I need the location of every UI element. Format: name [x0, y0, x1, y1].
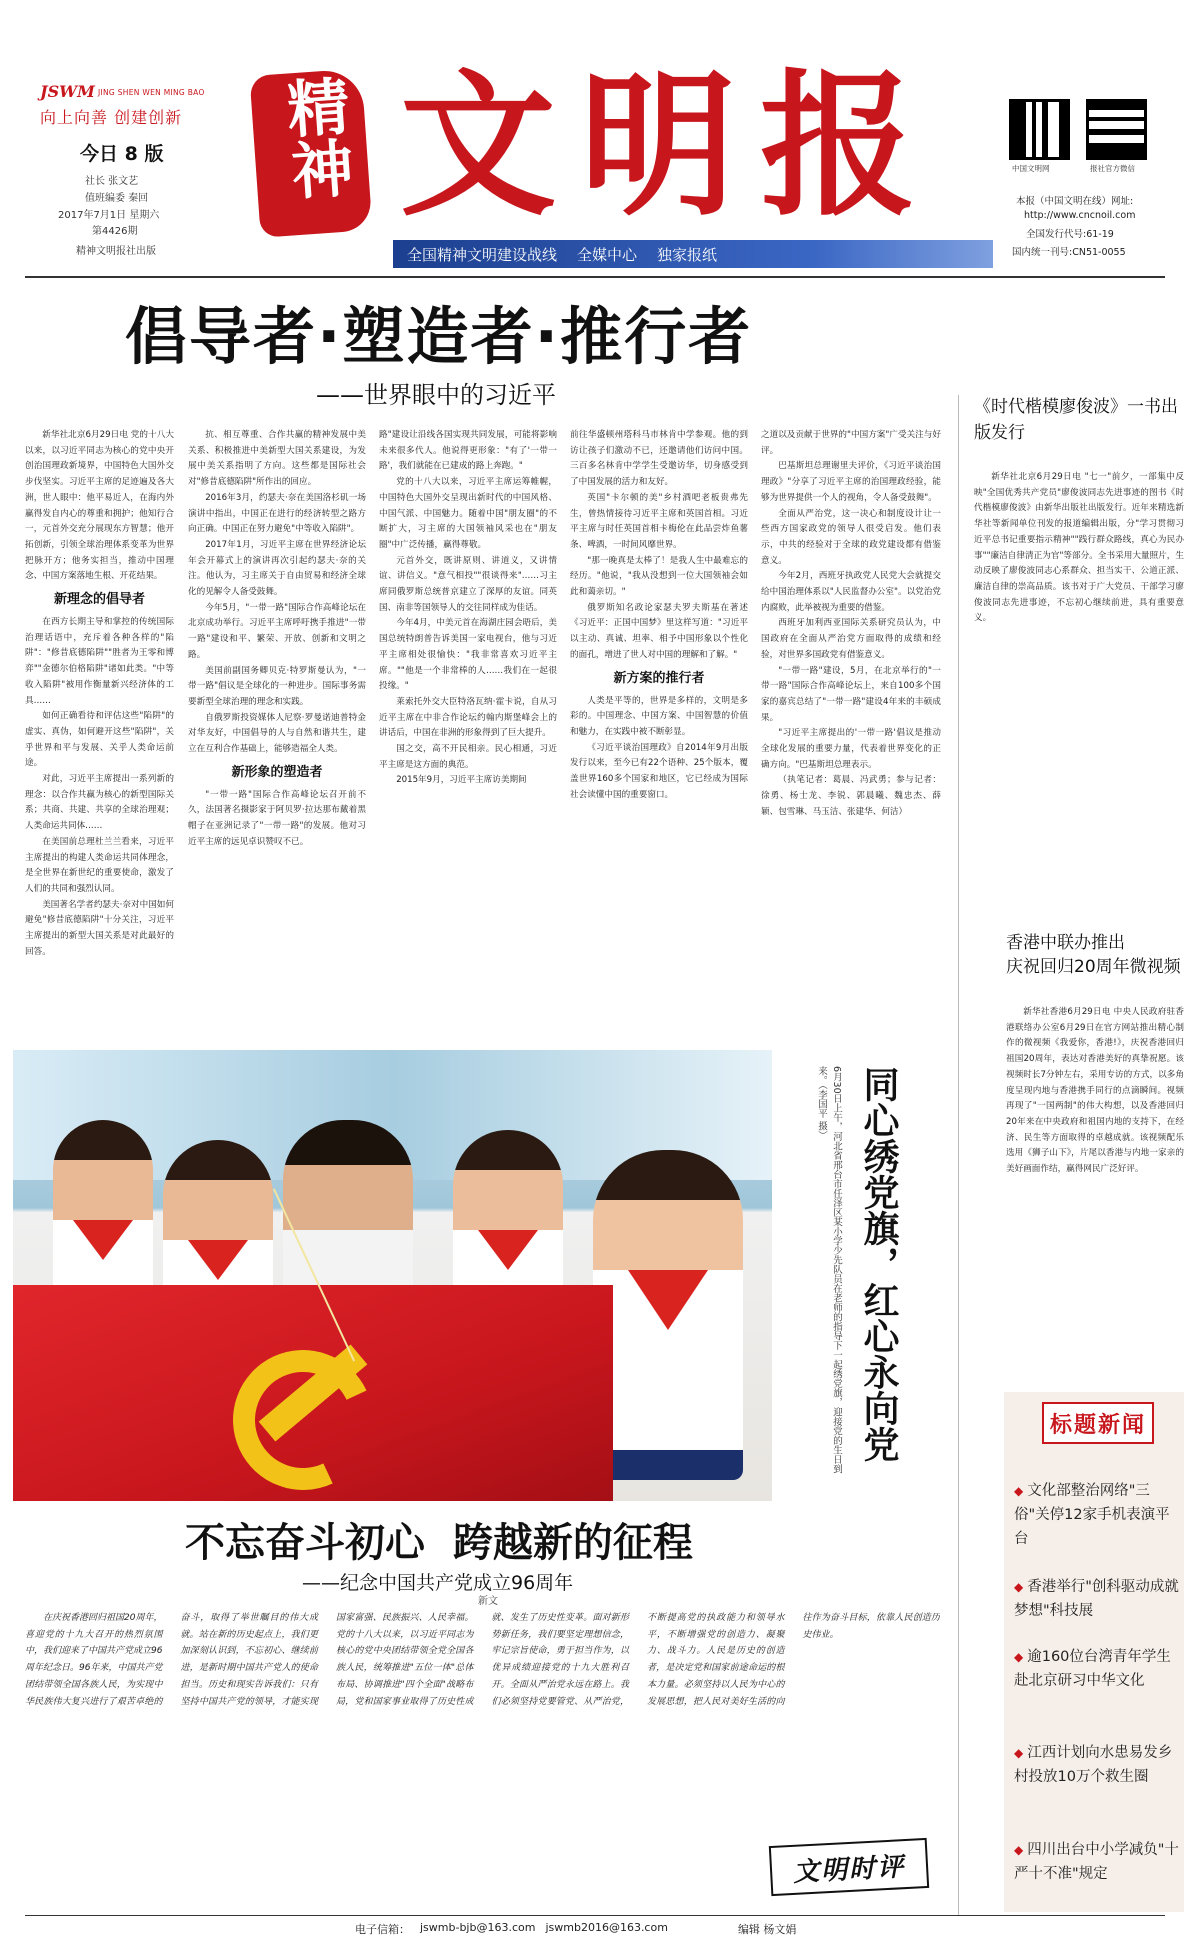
lead-paragraph: 之道以及贡献于世界的"中国方案"广受关注与好评。 [761, 430, 941, 456]
brief-text: 文化部整治网络"三俗"关停12家手机表演平台 [1014, 1483, 1170, 1547]
qr-caption-right: 报社官方微信 [1090, 164, 1135, 173]
diamond-icon: ◆ [1014, 1650, 1024, 1664]
seal-text: 精神 [274, 73, 357, 203]
brief-item[interactable] [1014, 1741, 1184, 1789]
publisher: 精神文明报社出版 [76, 246, 156, 257]
photo-title: 同心绣党旗，红心永向党 [858, 1066, 899, 1462]
brief-item[interactable] [1014, 1645, 1184, 1693]
site-url[interactable]: http://www.cncnoil.com [1024, 210, 1136, 221]
lead-col-3 [379, 428, 557, 1015]
diamond-icon: ◆ [1014, 1746, 1024, 1760]
lead-paragraph: "那一晚真是太棒了！是我人生中最难忘的经历。"他说，"我从没想到一位大国领袖会如此和蔼亲切。" [570, 555, 748, 598]
lead-paragraph: 巴基斯坦总理谢里夫评价，《习近平谈治国理政》"分享了习近平主席的治国理政经验，能够为世界提供一个人的视角，令人备受鼓舞"。 [761, 461, 941, 503]
brief-text: 逾160位台湾青年学生赴北京研习中华文化 [1014, 1649, 1171, 1689]
lead-paragraph: 路"建设让沿线各国实现共同发展，可能将影响未来很多代人。他说得更形象："有了'一带一路'，我们就能在已建成的路上奔跑。" [379, 430, 557, 472]
email-label: 电子信箱： [355, 1923, 410, 1936]
briefs-heading: 标题新闻 [1049, 1412, 1146, 1438]
briefs-heading-box [1042, 1402, 1154, 1444]
qr-code-left[interactable] [1009, 99, 1070, 160]
footer [355, 1921, 796, 1937]
column-divider [958, 395, 959, 1915]
brief-item[interactable] [1014, 1838, 1184, 1886]
lead-paragraph: 前往华盛顿州塔科马市林肯中学参观。他的到访让孩子们激动不已，还邀请他们访问中国。三百多名林肯中学学生受邀访华，切身感受到了中国发展的活力和友好。 [570, 430, 748, 488]
brief-item[interactable] [1014, 1479, 1184, 1551]
lead-paragraph: 今年2月，西班牙执政党人民党大会就提交给中国治理体系以"人民监督办公室"。以党治党内腐败，此举被视为重要的借鉴。 [761, 571, 941, 613]
postal-code: 全国发行代号:61-19 [1026, 229, 1114, 240]
sub-article-text: 在庆祝香港回归祖国20周年，喜迎党的十九大召开的热烈氛围中，我们迎来了中国共产党成立96周年纪念日。96年来，中国共产党团结带领全国各族人民，为实现中华民族伟大复兴进行了艰苦卓绝的奋斗，取得了举世瞩目的伟大成就。站在新的历史起点上，我们更加深刻认识到，不忘初心、继续前进，是新时期中国共产党人的使命担当。历史和现实告诉我们：只有坚持中国共产党的领导，才能实现国家富强、民族振兴、人民幸福。党的十八大以来，以习近平同志为核心的党中央团结带领全党全国各族人民，统筹推进"五位一体"总体布局、协调推进"四个全面"战略布局，党和国家事业取得了历史性成就、发生了历史性变革。面对新形势新任务，我们要坚定理想信念，牢记宗旨使命，勇于担当作为，以优异成绩迎接党的十九大胜利召开。全面从严治党永远在路上。我们必须坚持党要管党、从严治党，不断提高党的执政能力和领导水平，不断增强党的创造力、凝聚力、战斗力。人民是历史的创造者，是决定党和国家前途命运的根本力量。必须坚持以人民为中心的发展思想，把人民对美好生活的向往作为奋斗目标，依靠人民创造历史伟业。 [25, 1613, 940, 1707]
lead-paragraph: 在西方长期主导和掌控的传统国际治理话语中，充斥着各种各样的"陷阱"："修昔底德陷阱""胜者为王零和博弈""金德尔伯格陷阱"诸如此类。"中等收入陷阱"被用作衡量新兴经济体的工具…… [25, 617, 174, 706]
lead-paragraph: 在美国前总理杜兰兰看来，习近平主席提出的构建人类命运共同体理念，是全世界在新世纪的重要使命，激发了人们的共同和强烈认同。 [25, 836, 174, 894]
lead-paragraph: 自俄罗斯投资媒体人尼察·罗曼诺迪普特金对华友好，中国倡导的人与自然和谐共生，建立在互利合作基础上，能够造福全人类。 [188, 712, 366, 755]
book-headline: 《时代楷模廖俊波》一书出版发行 [974, 397, 1178, 443]
brief-item[interactable] [1014, 1575, 1184, 1623]
issue-date: 2017年7月1日 星期六 [58, 210, 160, 221]
editorial-seal [769, 1838, 929, 1896]
lead-col-1 [25, 428, 174, 1015]
diamond-icon: ◆ [1014, 1484, 1024, 1498]
sub-article-byline: 新文 [478, 1596, 498, 1607]
lead-paragraph: （执笔记者：葛晨、冯武勇；参与记者：徐勇、杨士龙、李锐、郭晨曦、魏忠杰、薛颖、包雪琳、马玉洁、张建华、何洁） [761, 775, 941, 817]
lead-paragraph: "习近平主席提出的'一带一路'倡议是推动全球化发展的重要力量，代表着世界变化的正确方向。"巴基斯坦总理表示。 [761, 728, 941, 770]
section-heading: 新形象的塑造者 [231, 764, 323, 780]
book-text: 新华社北京6月29日电 "七一"前夕，一部集中反映"全国优秀共产党员"廖俊波同志先进事迹的图书《时代楷模廖俊波》由新华出版社出版发行。近年来精选新华社等新闻单位刊发的报道编辑出版，分"学习贯彻习近平总书记重要指示精神""践行群众路线，真心为民办事""廉洁自律清正为官"等部分。全书采用大量照片，生动反映了廖俊波同志心系群众、担当实干、公道正派、廉洁自律的崇高品质。该书对于广大党员、干部学习廖俊波同志先进事迹，不忘初心继续前进，具有重要意义。 [974, 472, 1184, 624]
lead-paragraph: 全面从严治党，这一决心和制度设计让一些西方国家政党的领导人很受启发。他们表示，中共的经验对于全球的政党建设都有借鉴意义。 [761, 508, 941, 566]
footer-rule [25, 1915, 1165, 1916]
masthead [0, 0, 1191, 262]
brief-text: 江西计划向水患易发乡村投放10万个救生圈 [1014, 1745, 1173, 1785]
duty-editor: 值班编委 秦回 [85, 193, 149, 204]
lead-paragraph: 英国"卡尔顿的美"乡村酒吧老板贵弗先生，曾热情接待习近平主席和英国首相。习近平主席与时任英国首相卡梅伦在此品尝炸鱼薯条、啤酒，一时间风靡世界。 [570, 492, 748, 550]
lead-paragraph: 2016年3月，约瑟夫·奈在美国洛杉矶一场演讲中指出，中国正在进行的经济转型之路方向正确。中国正在努力避免"中等收入陷阱"。 [188, 492, 366, 535]
sub-article-headline: 不忘奋斗初心 跨越新的征程 [185, 1520, 693, 1566]
lead-col-5 [761, 428, 941, 1015]
banner-item: 全媒中心 [577, 245, 638, 264]
masthead-title: 文明报 [400, 54, 940, 237]
logo-pinyin: JING SHEN WEN MING BAO [98, 88, 205, 97]
masthead-seal [249, 68, 372, 237]
banner-item: 全国精神文明建设战线 [407, 245, 558, 264]
lead-paragraph: 国之交，高不开民相亲。民心相通，习近平主席是这方面的典范。 [379, 744, 557, 770]
qr-caption-left: 中国文明网 [1012, 164, 1050, 173]
banner-item: 独家报纸 [657, 245, 718, 264]
issue-number: 第4426期 [92, 226, 138, 237]
email-link[interactable]: jswmb-bjb@163.com [420, 1921, 536, 1934]
lead-paragraph: 《习近平谈治国理政》自2014年9月出版发行以来，至今已有22个语种、25个版本，覆盖世界160多个国家和地区，它已经成为国际社会读懂中国的重要窗口。 [570, 742, 748, 800]
cn-code: 国内统一刊号:CN51-0055 [1012, 247, 1126, 258]
lead-paragraph: 莱索托外交大臣特洛瓦纳·霍卡说，自从习近平主席在中非合作论坛约翰内斯堡峰会上的讲话后，中国在非洲的形象得到了巨大提升。 [379, 696, 557, 739]
lead-paragraph: 美国著名学者约瑟夫·奈对中国如何避免"修昔底德陷阱"十分关注，习近平主席提出的新型大国关系是对此最好的回答。 [25, 899, 174, 957]
lead-paragraph: 新华社北京6月29日电 党的十八大以来，以习近平同志为核心的党中央开创治国理政新境界，中国特色大国外交步伐坚实。习近平主席的足迹遍及各大洲，世人眼中：他平易近人，在海内外赢得发自内心的尊重和拥护；他知行合一，元首外交充分展现东方智慧；他开拓创新，引领全球治理体系变革为世界把脉开方；他务实担当，推动中国理念、中国方案落地生根、开花结果。 [25, 430, 174, 582]
lead-col-2 [188, 428, 366, 1015]
section-heading: 新方案的推行者 [613, 670, 705, 686]
president: 社长 张文艺 [85, 176, 139, 187]
lead-paragraph: "一带一路"国际合作高峰论坛召开前不久，法国著名摄影家于阿贝罗·拉达那布戴着黑帽子在亚洲记录了"一带一路"的发展。他对习近平主席的远见卓识赞叹不已。 [188, 789, 366, 847]
diamond-icon: ◆ [1014, 1580, 1024, 1594]
brief-text: 香港举行"创科驱动成就梦想"科技展 [1014, 1579, 1179, 1619]
site-label: 本报（中国文明在线）网址: [1016, 196, 1134, 207]
hk-headline-2: 庆祝回归20周年微视频 [1006, 957, 1181, 977]
today-pages: 今日 8 版 [80, 143, 164, 165]
slogan: 向上向善 创建创新 [40, 108, 183, 127]
small-logo: JSWM [40, 82, 95, 101]
footer-editor: 编辑 杨文娟 [737, 1923, 797, 1936]
banner-bar [393, 240, 993, 268]
hk-article [1006, 1005, 1184, 1380]
book-article [974, 470, 1184, 902]
lead-paragraph: 2017年1月，习近平主席在世界经济论坛年会开幕式上的演讲再次引起约瑟夫·奈的关注。他认为，习主席关于自由贸易和经济全球化的见解令人备受鼓舞。 [188, 539, 366, 598]
diamond-icon: ◆ [1014, 1843, 1024, 1857]
photo-caption: 6月30日上午，河北省邢台市任泽区某小学少先队员在老师的指导下一起绣党旗，迎接党的生日到来。（李国平 摄） [816, 1066, 842, 1474]
lead-subtitle: ——世界眼中的习近平 [316, 381, 556, 409]
lead-paragraph: 元首外交，既讲原则、讲道义，又讲情谊、讲信义。"意气相投""很谈得来"……习主席同俄罗斯总统普京建立了深厚的友谊。同英国、南非等国领导人的交往同样成为佳话。 [379, 555, 557, 613]
sub-article-subtitle: ——纪念中国共产党成立96周年 [302, 1572, 574, 1594]
lead-paragraph: 抗、相互尊重、合作共赢的精神发展中美关系、积极推进中美新型大国关系建设，为发展中美关系指明了方向。这些都是国际社会对"修昔底德陷阱"所作出的回应。 [188, 430, 366, 488]
lead-paragraph: 2015年9月，习近平主席访美期间 [396, 775, 527, 786]
lead-paragraph: 党的十八大以来，习近平主席运筹帷幄，中国特色大国外交呈现出新时代的中国风格、中国气派、中国魅力。随着中国"朋友圈"的不断扩大，习主席的大国领袖风采也在"朋友圈"中广泛传播，赢得尊敬。 [379, 477, 557, 550]
email-link[interactable]: jswmb2016@163.com [545, 1921, 668, 1934]
lead-headline: 倡导者·塑造者·推行者 [125, 300, 753, 373]
lead-paragraph: 今年5月，"一带一路"国际合作高峰论坛在北京成功举行。习近平主席呼吁携手推进"一带一路"建设和平、繁荣、开放、创新和文明之路。 [188, 602, 366, 660]
masthead-rule [25, 276, 1165, 278]
lead-paragraph: 美国前副国务卿贝克·特罗斯曼认为，"一带一路"倡议是全球化的一种进步。国际事务需要新型全球治理的理念和实践。 [188, 665, 366, 707]
editorial-seal-text: 文明时评 [792, 1851, 906, 1888]
lead-paragraph: 俄罗斯知名政论家瑟夫罗夫斯基在著述《习近平：正国中国梦》里这样写道："习近平以主动、真诚、坦率、相予中国形象以个性化的面孔，增进了世人对中国的理解和了解。" [570, 602, 748, 660]
lead-col-4 [570, 428, 748, 1015]
photo-frame [13, 1050, 772, 1501]
hk-headline-1: 香港中联办推出 [1006, 933, 1125, 953]
lead-paragraph: 如何正确看待和评估这些"陷阱"的虚实、真伪，如何避开这些"陷阱"，关乎世界和平与发展、关乎人类命运前途。 [25, 711, 174, 769]
hk-text: 新华社香港6月29日电 中央人民政府驻香港联络办公室6月29日在官方网站推出精心制作的微视频《我爱你，香港!》，庆祝香港回归祖国20周年，表达对香港美好的真挚祝愿。该视频时长7分钟左右，采用专访的方式，以多角度呈现内地与香港携手同行的点滴瞬间。视频再现了"一国两制"的伟大构想，以及香港回归20年来在中央政府和祖国内地的支持下，在经济、民生等方面取得的卓越成就。该视频配乐选用《狮子山下》，片尾以香港与内地一家亲的美好画面作结，赢得网民广泛好评。 [1006, 1007, 1184, 1175]
lead-paragraph: 西班牙加利西亚国际关系研究员认为，中国政府在全面从严治党方面取得的成绩和经验，对世界多国政党有借鉴意义。 [761, 618, 941, 660]
brief-text: 四川出台中小学减负"十严十不准"规定 [1014, 1842, 1179, 1882]
qr-code-right[interactable] [1086, 99, 1147, 160]
lead-paragraph: 对此，习近平主席提出一系列新的理念：以合作共赢为核心的新型国际关系；共商、共建、共享的全球治理观；人类命运共同体…… [25, 774, 174, 832]
section-heading: 新理念的倡导者 [53, 592, 145, 608]
lead-paragraph: 人类是平等的，世界是多样的，文明是多彩的。中国理念、中国方案、中国智慧的价值和魅力，在实践中被不断彰显。 [570, 695, 748, 737]
lead-paragraph: 今年4月，中美元首在海湖庄园会晤后，美国总统特朗普告诉美国一家电视台，他与习近平主席相处很愉快："我非常喜欢习近平主席。""他是一个非常棒的人……我们在一起很投缘。" [379, 618, 557, 692]
lead-paragraph: "一带一路"建设，5月，在北京举行的"一带一路"国际合作高峰论坛上，来自100多个国家的嘉宾总结了"一带一路"建设4年来的丰硕成果。 [761, 665, 941, 723]
